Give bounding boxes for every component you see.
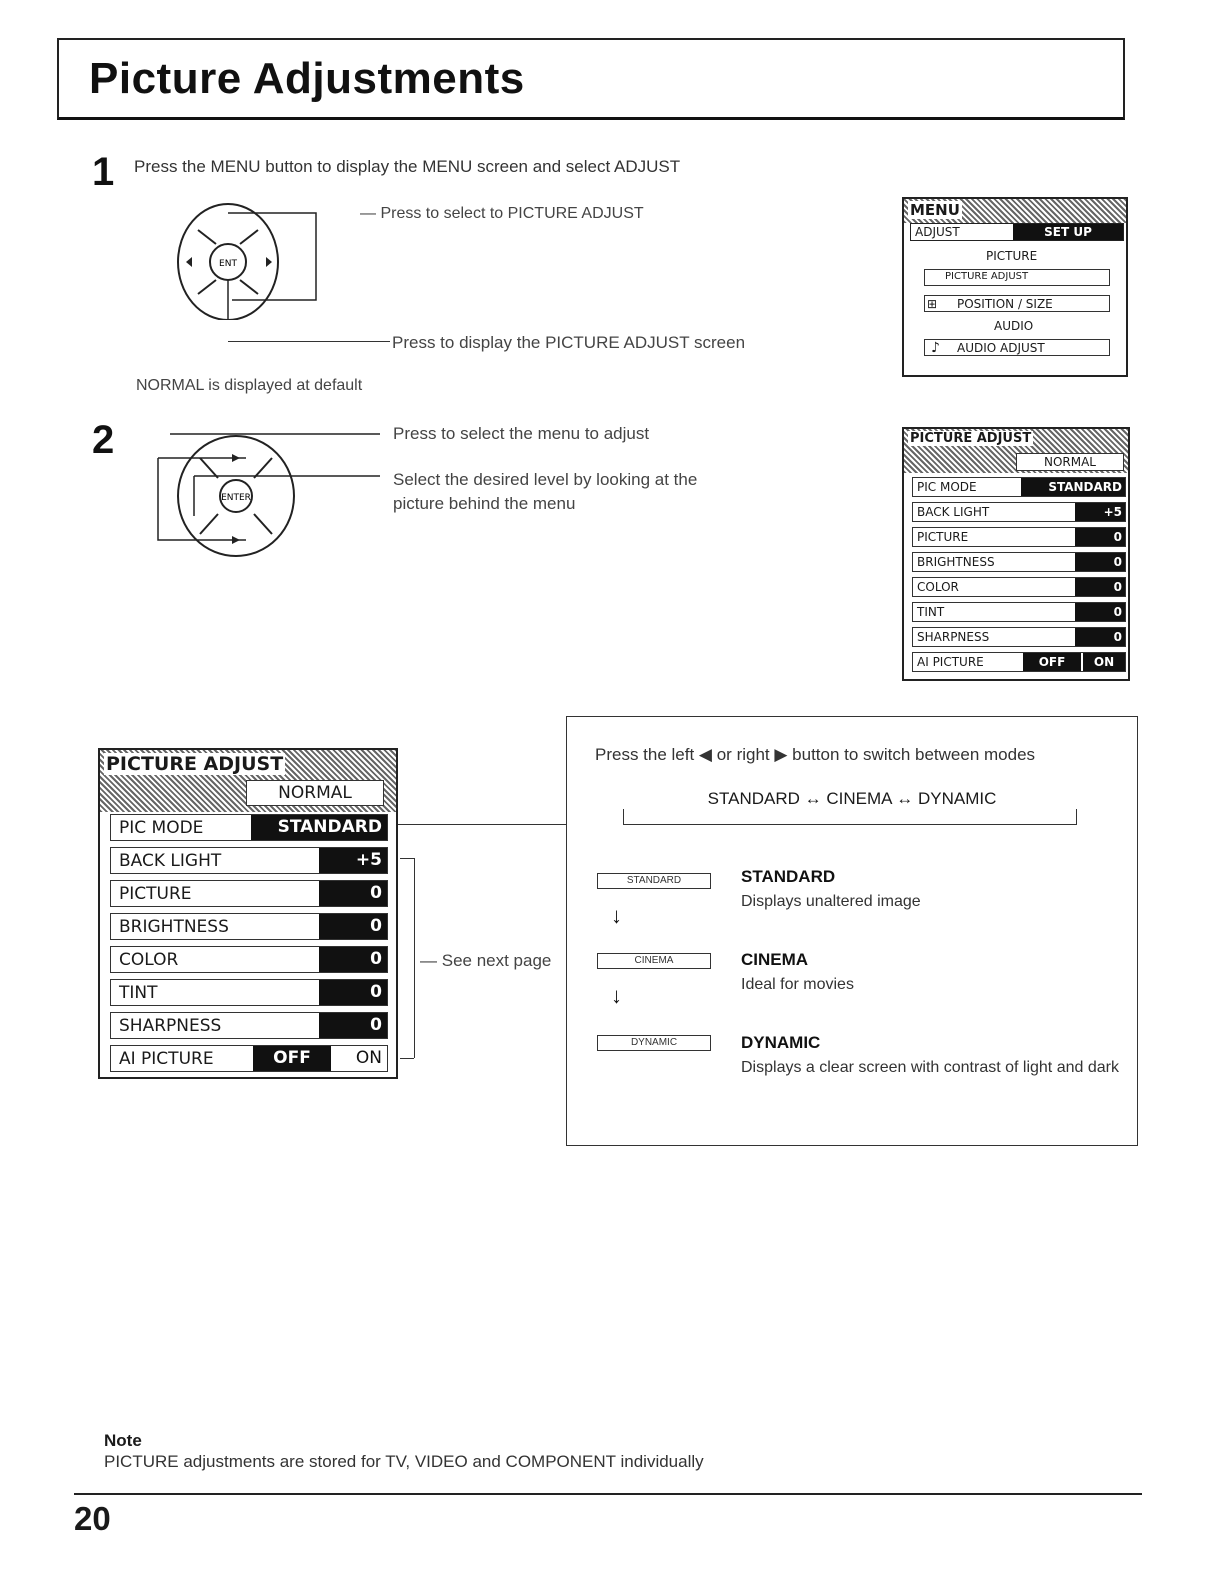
callout-select: Press to select the menu to adjust xyxy=(393,424,650,443)
pic-mode-connector xyxy=(398,824,566,825)
mode-tag-dynamic: DYNAMIC xyxy=(597,1035,711,1051)
step-2-number: 2 xyxy=(92,418,115,462)
remote-pad-2 xyxy=(150,428,390,558)
note-text: PICTURE adjustments are stored for TV, VIDEO and COMPONENT individually xyxy=(104,1452,704,1471)
see-next-page: — See next page xyxy=(420,951,552,970)
pa-small-row-picture[interactable] xyxy=(912,527,1126,547)
row-value: STANDARD xyxy=(1021,478,1125,496)
pa-small-row-color[interactable] xyxy=(912,577,1126,597)
row-value: 0 xyxy=(1075,578,1125,596)
row-label: SHARPNESS xyxy=(917,630,990,644)
ai-off-option[interactable]: OFF xyxy=(253,1046,331,1071)
mode-panel xyxy=(566,716,1138,1146)
pa-large-header xyxy=(100,750,396,812)
pa-small-row-tint[interactable] xyxy=(912,602,1126,622)
row-label: BACK LIGHT xyxy=(119,851,222,871)
footer-rule xyxy=(74,1493,1142,1495)
pa-large-row-color[interactable] xyxy=(110,946,388,973)
enter-label: ENTER xyxy=(221,493,251,503)
menu-item-audio-adjust[interactable] xyxy=(924,339,1110,356)
row-label: SHARPNESS xyxy=(119,1016,222,1036)
svg-text:ENT: ENT xyxy=(219,259,237,269)
bracket-vertical xyxy=(414,858,415,1058)
pa-small-row-brightness[interactable] xyxy=(912,552,1126,572)
pa-large-row-sharpness[interactable] xyxy=(110,1012,388,1039)
menu-screen xyxy=(902,197,1128,377)
pa-large-row-back-light[interactable] xyxy=(110,847,388,874)
callout-enter: Press to display the PICTURE ADJUST screen xyxy=(392,333,746,352)
page-number: 20 xyxy=(74,1500,111,1537)
callout-up-text: Press to select to PICTURE ADJUST xyxy=(380,205,644,222)
menu-item-audio-adjust-label: AUDIO ADJUST xyxy=(957,341,1045,355)
mode-intro: Press the left ◀ or right ▶ button to switch between modes xyxy=(595,745,1036,764)
step-1-number: 1 xyxy=(92,150,115,194)
pa-small-row-sharpness[interactable] xyxy=(912,627,1126,647)
row-label: AI PICTURE xyxy=(917,655,984,669)
menu-item-position-size[interactable] xyxy=(924,295,1110,312)
callout-level-2: picture behind the menu xyxy=(393,494,576,513)
mode-name-dynamic: DYNAMIC xyxy=(741,1033,821,1052)
row-value: +5 xyxy=(319,848,387,873)
menu-screen-title: MENU xyxy=(910,201,960,219)
menu-picture-heading: PICTURE xyxy=(986,249,1038,263)
menu-audio-heading: AUDIO xyxy=(994,319,1034,333)
menu-item-position-size-label: POSITION / SIZE xyxy=(957,297,1053,311)
down-arrow-icon: ↓ xyxy=(611,903,622,928)
mode-tag-cinema: CINEMA xyxy=(597,953,711,969)
down-arrow-icon: ↓ xyxy=(611,983,622,1008)
row-label: COLOR xyxy=(917,580,959,594)
pa-small-normal[interactable]: NORMAL xyxy=(1016,453,1124,471)
row-label: PICTURE xyxy=(119,884,192,904)
row-value: +5 xyxy=(1075,503,1125,521)
mode-tag-standard: STANDARD xyxy=(597,873,711,889)
row-value: 0 xyxy=(319,947,387,972)
row-label: PIC MODE xyxy=(119,818,204,838)
menu-screen-tabs xyxy=(910,223,1124,241)
menu-screen-header xyxy=(904,199,1126,223)
tab-setup[interactable]: SET UP xyxy=(1013,224,1123,240)
callout-level-1: Select the desired level by looking at the xyxy=(393,470,698,489)
pa-small-row-back-light[interactable] xyxy=(912,502,1126,522)
row-label: BRIGHTNESS xyxy=(119,917,229,937)
row-label: TINT xyxy=(917,605,945,619)
mode-name-cinema: CINEMA xyxy=(741,950,809,969)
row-label: TINT xyxy=(119,983,158,1003)
menu-item-picture-adjust-label: PICTURE ADJUST xyxy=(945,271,1029,282)
position-size-icon: ⊞ xyxy=(927,297,938,311)
mode-desc-cinema: Ideal for movies xyxy=(741,976,854,993)
row-value: 0 xyxy=(1075,603,1125,621)
pa-large-row-ai-picture[interactable] xyxy=(110,1045,388,1072)
note-label: Note xyxy=(104,1431,142,1450)
row-label: AI PICTURE xyxy=(119,1049,214,1069)
row-value: 0 xyxy=(319,914,387,939)
mode-name-standard: STANDARD xyxy=(741,867,836,886)
page-title: Picture Adjustments xyxy=(89,54,525,103)
pa-small-row-ai-picture[interactable] xyxy=(912,652,1126,672)
pa-small-row-pic-mode[interactable] xyxy=(912,477,1126,497)
pa-large-row-brightness[interactable] xyxy=(110,913,388,940)
pa-large-row-tint[interactable] xyxy=(110,979,388,1006)
step-1-text: Press the MENU button to display the MENU screen and select ADJUST xyxy=(134,157,681,176)
callout-enter-line xyxy=(228,341,390,342)
row-label: COLOR xyxy=(119,950,179,970)
tab-adjust[interactable]: ADJUST xyxy=(915,225,960,239)
music-note-icon: ♪ xyxy=(931,340,940,356)
row-value: 0 xyxy=(319,980,387,1005)
row-label: BRIGHTNESS xyxy=(917,555,995,569)
bracket-bottom xyxy=(400,1058,414,1059)
pa-small-header xyxy=(904,429,1128,473)
row-label: PIC MODE xyxy=(917,480,977,494)
callout-up: — Press to select to PICTURE ADJUST xyxy=(360,205,644,222)
ai-on-option[interactable]: ON xyxy=(331,1046,387,1071)
see-next-page-text: See next page xyxy=(441,951,552,970)
pa-large-title: PICTURE ADJUST xyxy=(106,753,284,775)
pa-large-row-pic-mode[interactable] xyxy=(110,814,388,841)
pa-small-title: PICTURE ADJUST xyxy=(910,431,1032,446)
default-note: NORMAL is displayed at default xyxy=(136,377,363,394)
row-label: PICTURE xyxy=(917,530,969,544)
mode-desc-standard: Displays unaltered image xyxy=(741,893,921,910)
picture-adjust-small xyxy=(902,427,1130,681)
row-value: 0 xyxy=(1075,553,1125,571)
remote-pad-1 xyxy=(176,200,326,320)
mode-desc-dynamic: Displays a clear screen with contrast of light and dark xyxy=(741,1059,1119,1076)
row-value: STANDARD xyxy=(251,815,387,840)
picture-adjust-large xyxy=(98,748,398,1079)
pa-large-normal[interactable]: NORMAL xyxy=(246,780,384,806)
row-value: 0 xyxy=(319,881,387,906)
row-value: 0 xyxy=(1075,628,1125,646)
title-box xyxy=(57,38,1125,120)
menu-item-picture-adjust[interactable] xyxy=(924,269,1110,286)
row-value: 0 xyxy=(319,1013,387,1038)
pa-large-row-picture[interactable] xyxy=(110,880,388,907)
ai-on-option[interactable]: ON xyxy=(1081,653,1125,671)
mode-cycle: STANDARD ↔ CINEMA ↔ DYNAMIC xyxy=(617,789,1087,809)
ai-off-option[interactable]: OFF xyxy=(1023,653,1081,671)
bracket-top xyxy=(400,858,414,859)
row-value: 0 xyxy=(1075,528,1125,546)
row-label: BACK LIGHT xyxy=(917,505,990,519)
